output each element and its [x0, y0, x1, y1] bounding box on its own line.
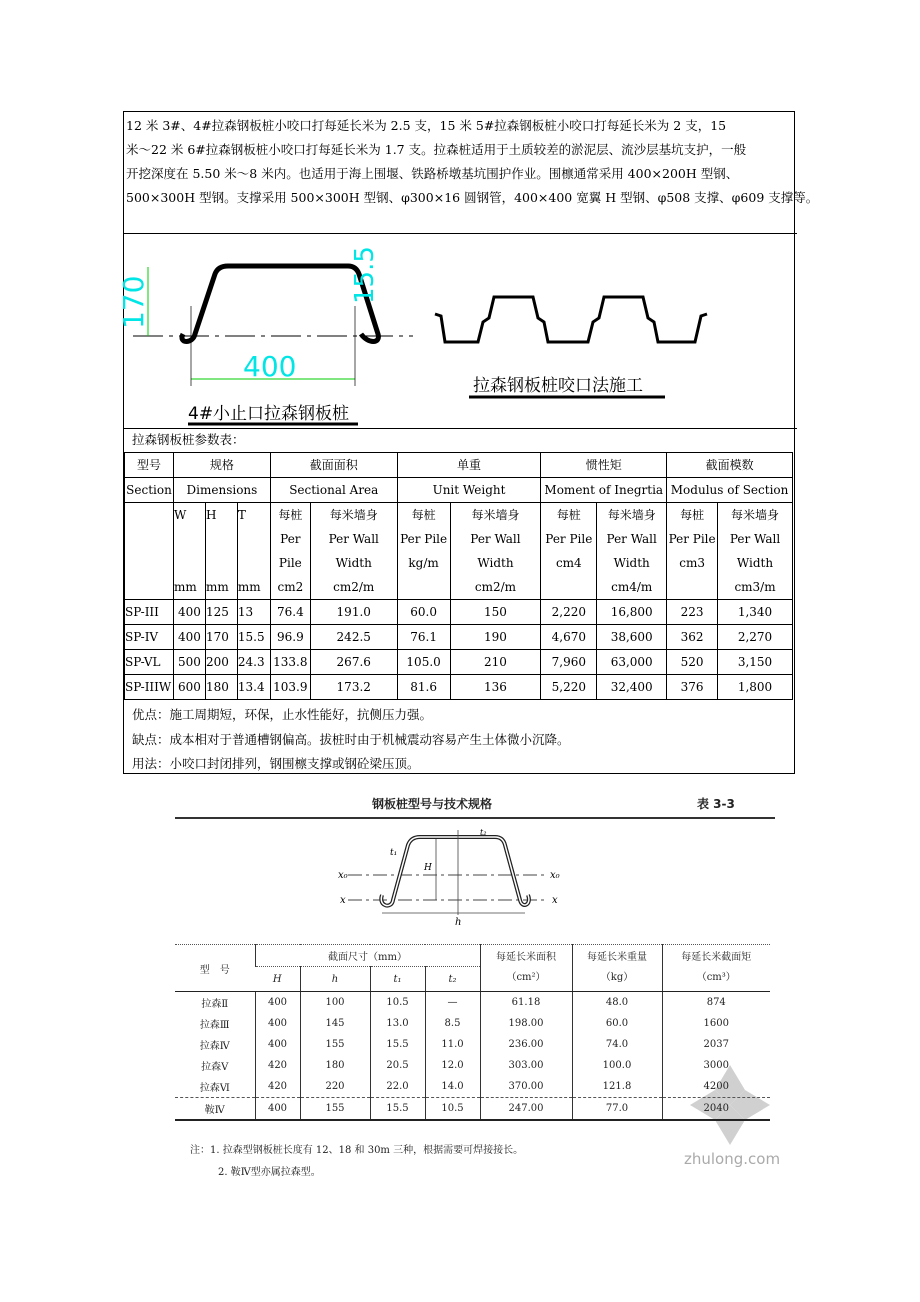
subheader-line: 每桩	[556, 508, 581, 522]
table-cell: 180	[300, 1055, 370, 1076]
column-header: Moment of Inegrtia	[541, 478, 667, 503]
header-row	[125, 453, 793, 478]
subheader-line	[174, 551, 205, 575]
table-row	[175, 1098, 770, 1121]
subheader-line: cm2	[277, 580, 304, 594]
dim-width: 400	[243, 350, 297, 383]
subheader-line: H	[205, 508, 217, 522]
table-cell: 15.5	[237, 625, 270, 650]
subheader-line: Width	[613, 556, 650, 570]
divider	[123, 428, 797, 429]
subheader-line	[206, 551, 237, 575]
table-cell: 400	[173, 625, 205, 650]
table-cell: 3,150	[718, 650, 793, 675]
subheader-line: 每米墙身	[731, 508, 780, 522]
subheader-line: Per Pile	[400, 532, 448, 546]
table-cell: 236.00	[480, 1034, 572, 1055]
column-header: 单重	[397, 453, 541, 478]
table-cell: 100.0	[572, 1055, 662, 1076]
table-cell: 170	[205, 625, 237, 650]
subheader-line: Per Pile	[545, 532, 593, 546]
table-cell: —	[425, 992, 480, 1014]
intro-line: 米～22 米 6#拉森钢板桩小咬口打每延长米为 1.7 支。拉森桩适用于土质较差的淤泥层、流沙层基坑支护，一般	[126, 142, 747, 157]
column-subheader	[541, 503, 597, 600]
header-line: 每延长米重量	[587, 952, 647, 963]
params-table	[124, 452, 793, 700]
table-cell: SP-IV	[125, 625, 174, 650]
table-cell: 22.0	[370, 1076, 425, 1098]
header-line: 每延长米面积	[496, 952, 556, 963]
table-cell: 1,800	[718, 675, 793, 700]
table-cell: 11.0	[425, 1034, 480, 1055]
subheader-line: W	[173, 508, 187, 522]
scan-title: 钢板桩型号与技术规格	[372, 797, 493, 811]
table-cell: 1,340	[718, 600, 793, 625]
axis-label-x0: x₀	[338, 870, 348, 881]
column-header: Modulus of Section	[667, 478, 793, 503]
table-cell: 180	[205, 675, 237, 700]
subheader-line: Width	[335, 556, 372, 570]
subheader-line: Per Pile	[668, 532, 716, 546]
table-cell: 145	[300, 1013, 370, 1034]
table-cell: 15.5	[370, 1034, 425, 1055]
table-cell: 2037	[662, 1034, 770, 1055]
intro-line: 开挖深度在 5.50 米～8 米内。也适用于海上围堰、铁路桥墩基坑围护作业。围檩通常采用 400×200H 型钢、	[126, 166, 739, 181]
subheader-line: 每桩	[411, 508, 436, 522]
dim-height: 170	[117, 275, 150, 329]
subheader-line: Width	[477, 556, 514, 570]
table-cell: 8.5	[425, 1013, 480, 1034]
table-row	[175, 1055, 770, 1076]
table-cell: 420	[255, 1076, 300, 1098]
column-header: 截面模数	[667, 453, 793, 478]
column-subheader	[173, 503, 205, 600]
table-cell: 420	[255, 1055, 300, 1076]
subheader-line: 每米墙身	[329, 508, 378, 522]
table-cell: 155	[300, 1034, 370, 1055]
table-cell: 600	[173, 675, 205, 700]
table-cell: 400	[255, 1013, 300, 1034]
subheader-line: Per	[280, 532, 301, 546]
table-cell: 370.00	[480, 1076, 572, 1098]
column-subheader	[205, 503, 237, 600]
subheader-line	[667, 575, 717, 599]
table-cell: 拉森Ⅵ	[199, 1083, 230, 1094]
table-row	[125, 600, 793, 625]
table-cell: 77.0	[572, 1098, 662, 1121]
column-header: 型 号	[175, 945, 255, 992]
column-subheader	[718, 503, 793, 600]
table-cell: 1600	[662, 1013, 770, 1034]
table-cell: 76.4	[270, 600, 310, 625]
intro-line: 12 米 3#、4#拉森钢板桩小咬口打每延长米为 2.5 支，15 米 5#拉森钢板桩小咬口打每延长米为 2 支，15	[126, 118, 727, 133]
table-cell: 5,220	[541, 675, 597, 700]
column-header: Sectional Area	[270, 478, 397, 503]
header-row	[125, 503, 793, 600]
table-cell: 210	[450, 650, 541, 675]
table-cell: 500	[173, 650, 205, 675]
table-cell: 10.5	[425, 1098, 480, 1121]
table-row	[125, 675, 793, 700]
table-cell: 242.5	[310, 625, 397, 650]
column-header	[662, 945, 770, 992]
table-cell: 376	[667, 675, 718, 700]
column-header: Unit Weight	[397, 478, 541, 503]
header-line: 每延长米截面矩	[681, 952, 752, 963]
table-cell: 103.9	[270, 675, 310, 700]
table-cell: 400	[173, 600, 205, 625]
subheader-line	[398, 575, 450, 599]
params-title: 拉森钢板桩参数表：	[132, 432, 245, 447]
table-cell: 220	[300, 1076, 370, 1098]
subheader-line	[541, 575, 596, 599]
table-cell: 13	[237, 600, 270, 625]
table-cell: 38,600	[597, 625, 667, 650]
watermark-text: zhulong.com	[684, 1150, 781, 1168]
column-header: 型号	[125, 453, 174, 478]
table-cell: 拉森Ⅲ	[199, 1020, 230, 1031]
table-cell: 121.8	[572, 1076, 662, 1098]
table-cell: 223	[667, 600, 718, 625]
subheader-line: cm4	[555, 556, 582, 570]
table-cell: 74.0	[572, 1034, 662, 1055]
column-header: 规格	[173, 453, 270, 478]
intro-paragraph	[126, 114, 819, 210]
table-cell: 15.5	[370, 1098, 425, 1121]
subheader-line	[238, 527, 270, 551]
table-cell: 拉森Ⅴ	[201, 1062, 229, 1073]
column-subheader	[237, 503, 270, 600]
table-cell: 136	[450, 675, 541, 700]
axis-label-x0: x₀	[550, 870, 560, 881]
column-header: Section	[125, 478, 174, 503]
table-cell: 32,400	[597, 675, 667, 700]
table-cell: 200	[205, 650, 237, 675]
column-subheader	[597, 503, 667, 600]
table-cell: 133.8	[270, 650, 310, 675]
table-cell: 60.0	[397, 600, 450, 625]
column-subheader	[667, 503, 718, 600]
table-cell: 2,270	[718, 625, 793, 650]
table-cell: 61.18	[480, 992, 572, 1014]
table-row	[175, 992, 770, 1014]
table-cell: 2,220	[541, 600, 597, 625]
axis-label-x: x	[552, 895, 558, 906]
subheader-line: 每米墙身	[607, 508, 656, 522]
subheader-line: cm4/m	[611, 580, 653, 594]
table-cell: 24.3	[237, 650, 270, 675]
label-h: h	[455, 917, 462, 928]
table-cell: 13.4	[237, 675, 270, 700]
subheader-line: 每桩	[278, 508, 303, 522]
table-cell: 4200	[662, 1076, 770, 1098]
subheader-line	[238, 551, 270, 575]
table-cell: 81.6	[397, 675, 450, 700]
subheader-line: cm3	[679, 556, 705, 570]
note-usage: 用法：小咬口封闭排列，钢围檩支撑或钢砼梁压顶。	[132, 756, 420, 771]
note-pros: 优点：施工周期短，环保，止水性能好，抗侧压力强。	[132, 707, 433, 722]
table-cell: 60.0	[572, 1013, 662, 1034]
column-subheader	[397, 503, 450, 600]
table-cell: SP-III	[125, 600, 174, 625]
table-cell: 362	[667, 625, 718, 650]
subheader-line: 每桩	[680, 508, 705, 522]
table-row	[125, 650, 793, 675]
column-subheader: H	[255, 967, 300, 992]
label-t2: t₂	[480, 828, 487, 837]
table-cell: 874	[662, 992, 770, 1014]
table-cell: 247.00	[480, 1098, 572, 1121]
subheader-line: 每米墙身	[471, 508, 520, 522]
table-cell: 10.5	[370, 992, 425, 1014]
table-cell: 2040	[662, 1098, 770, 1121]
table-cell: 7,960	[541, 650, 597, 675]
header-line: （kg）	[600, 972, 634, 983]
column-subheader: h	[300, 967, 370, 992]
caption-right: 拉森钢板桩咬口法施工	[473, 376, 643, 396]
dim-thickness: 15.5	[350, 246, 380, 304]
subheader-line: Pile	[278, 556, 302, 570]
table-cell: 520	[667, 650, 718, 675]
subheader-line: Per Wall	[606, 532, 657, 546]
column-subheader	[450, 503, 541, 600]
table-cell: 190	[450, 625, 541, 650]
divider	[175, 817, 775, 819]
column-subheader: t₁	[370, 967, 425, 992]
header-row	[175, 945, 770, 967]
column-header	[572, 945, 662, 992]
subheader-line: mm	[205, 580, 229, 594]
table-cell: 267.6	[310, 650, 397, 675]
caption-left: 4#小止口拉森钢板桩	[188, 404, 350, 424]
table-cell: 400	[255, 1034, 300, 1055]
table-cell: 105.0	[397, 650, 450, 675]
table-cell: SP-IIIW	[125, 675, 174, 700]
subheader-line	[174, 527, 205, 551]
subheader-line: cm3/m	[734, 580, 776, 594]
table-cell: 173.2	[310, 675, 397, 700]
column-header: 截面尺寸（mm）	[255, 945, 480, 967]
header-line: （cm³）	[696, 972, 736, 983]
subheader-line: cm2/m	[333, 580, 375, 594]
table-cell: 12.0	[425, 1055, 480, 1076]
table-cell: 100	[300, 992, 370, 1014]
table-cell: 191.0	[310, 600, 397, 625]
subheader-line: Width	[736, 556, 774, 570]
scan-table-no: 表 3-3	[697, 797, 735, 811]
table-cell: 13.0	[370, 1013, 425, 1034]
table-cell: 400	[255, 1098, 300, 1121]
column-header: 惯性矩	[541, 453, 667, 478]
table-cell: 96.9	[270, 625, 310, 650]
table-cell: 拉森Ⅳ	[199, 1041, 230, 1052]
table-cell: 155	[300, 1098, 370, 1121]
table-row	[175, 1076, 770, 1098]
column-header: 截面面积	[270, 453, 397, 478]
scan-note-1: 注：1. 拉森型钢板桩长度有 12、18 和 30m 三种，根据需要可焊接接长。	[190, 1145, 524, 1156]
label-H: H	[424, 863, 432, 873]
subheader-line: Per Wall	[328, 532, 379, 546]
table-cell: SP-VL	[125, 650, 174, 675]
column-subheader	[310, 503, 397, 600]
table-cell: 20.5	[370, 1055, 425, 1076]
header-line: （cm²）	[506, 972, 546, 983]
subheader-line: T	[237, 508, 246, 522]
intro-line: 500×300H 型钢。支撑采用 500×300H 型钢、φ300×16 圆钢管，400×400 宽翼 H 型钢、φ508 支撑、φ609 支撑等。	[126, 190, 819, 205]
table-cell: 鞍Ⅳ	[204, 1105, 225, 1116]
table-cell: 400	[255, 992, 300, 1014]
subheader-line	[206, 527, 237, 551]
table-cell: 76.1	[397, 625, 450, 650]
header-row	[125, 478, 793, 503]
empty-cell	[125, 503, 174, 600]
label-t1: t₁	[390, 848, 398, 858]
table-cell: 16,800	[597, 600, 667, 625]
table-cell: 拉森Ⅱ	[201, 999, 229, 1010]
subheader-line: mm	[237, 580, 261, 594]
interlock-wall-profile	[435, 297, 707, 342]
table-row	[175, 1013, 770, 1034]
table-cell: 3000	[662, 1055, 770, 1076]
axis-label-x: x	[340, 895, 346, 906]
sheet-pile-drawing	[117, 234, 795, 428]
subheader-line: Per Wall	[729, 532, 781, 546]
column-subheader	[270, 503, 310, 600]
subheader-line: mm	[173, 580, 197, 594]
table-cell: 63,000	[597, 650, 667, 675]
subheader-line: Per Wall	[470, 532, 521, 546]
column-subheader: t₂	[425, 967, 480, 992]
table-row	[175, 1034, 770, 1055]
table-cell: 4,670	[541, 625, 597, 650]
table-cell: 150	[450, 600, 541, 625]
column-header: Dimensions	[173, 478, 270, 503]
table-row	[125, 625, 793, 650]
table-cell: 14.0	[425, 1076, 480, 1098]
table-cell: 198.00	[480, 1013, 572, 1034]
scan-note-2: 2. 鞍Ⅳ型亦属拉森型。	[218, 1167, 321, 1178]
scan-section-diagram	[320, 825, 580, 940]
subheader-line: cm2/m	[474, 580, 517, 594]
table-cell: 48.0	[572, 992, 662, 1014]
subheader-line: kg/m	[408, 556, 439, 570]
note-cons: 缺点：成本相对于普通槽钢偏高。拔桩时由于机械震动容易产生土体微小沉降。	[132, 732, 570, 747]
column-header	[480, 945, 572, 992]
table-cell: 125	[205, 600, 237, 625]
table-cell: 303.00	[480, 1055, 572, 1076]
scan-spec-table	[175, 944, 770, 1121]
